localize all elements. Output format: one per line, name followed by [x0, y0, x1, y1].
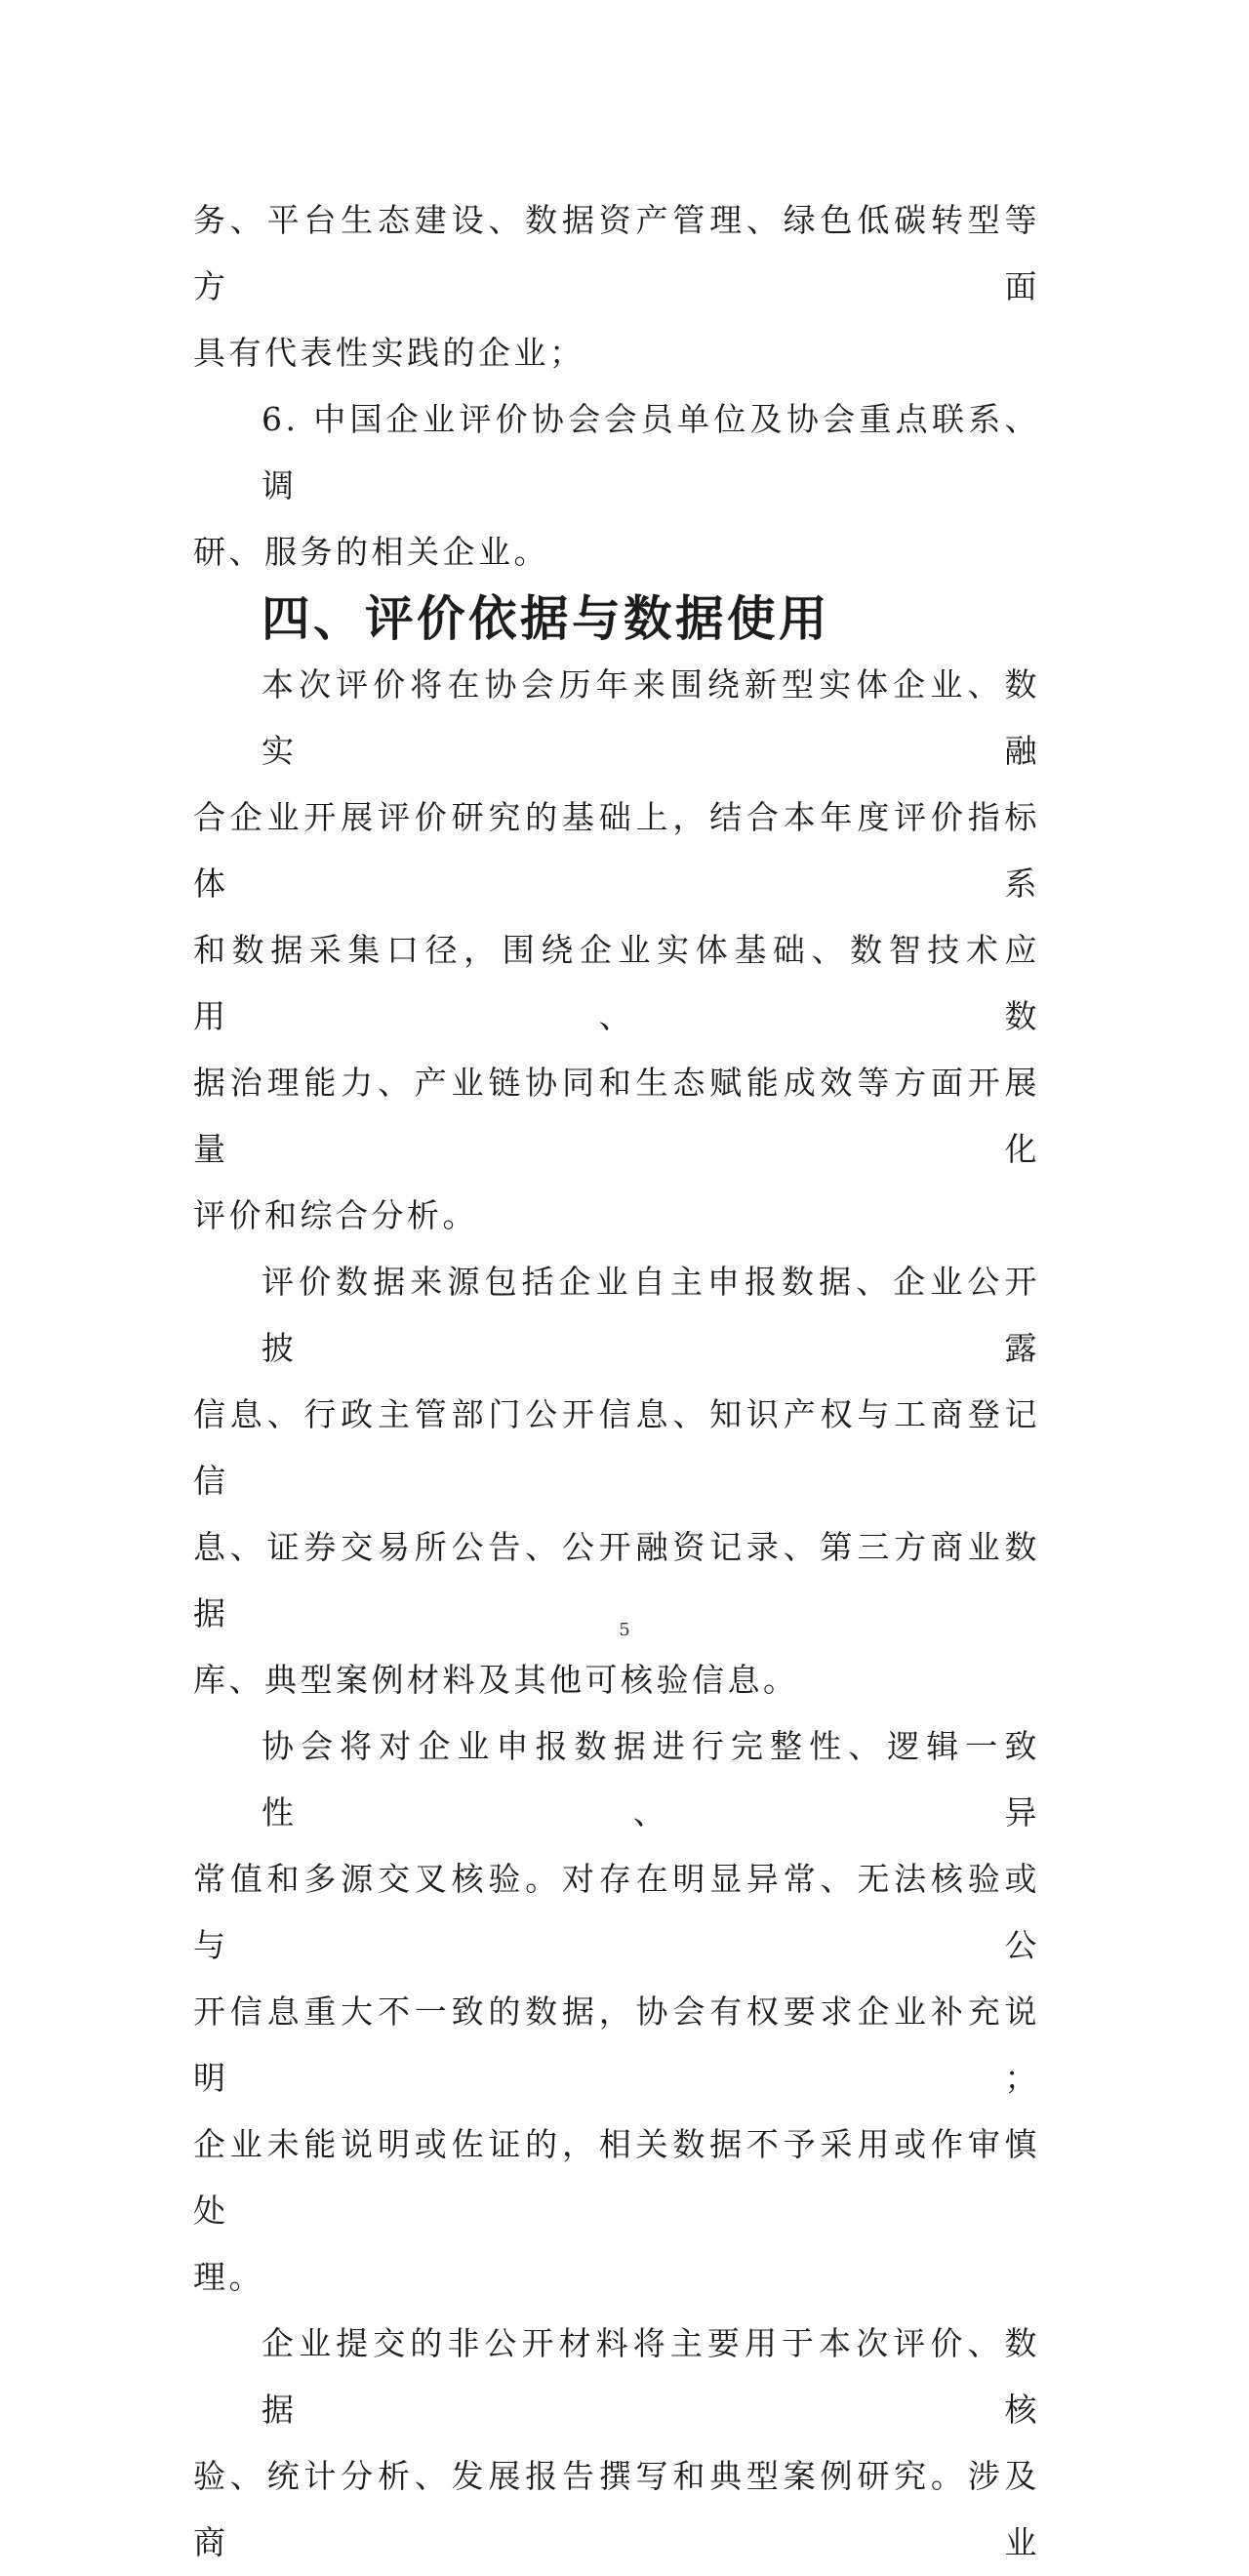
- paragraph-list-item-6: [193, 386, 1040, 585]
- section-heading: 四、评价依据与数据使用: [262, 590, 830, 647]
- text-line: 务、平台生态建设、数据资产管理、绿色低碳转型等方面: [193, 201, 1040, 305]
- text-line: 企业未能说明或佐证的，相关数据不予采用或作审慎处: [193, 2125, 1040, 2230]
- text-line: 6. 中国企业评价协会会员单位及协会重点联系、调: [262, 400, 1040, 504]
- text-line: 企业提交的非公开材料将主要用于本次评价、数据核: [262, 2324, 1040, 2429]
- text-line: 息、证券交易所公告、公开融资记录、第三方商业数据: [193, 1528, 1040, 1632]
- text-line: 研、服务的相关企业。: [193, 533, 549, 571]
- text-line: 开信息重大不一致的数据，协会有权要求企业补充说明；: [193, 1992, 1040, 2097]
- paragraph-material-usage: [193, 2311, 1040, 2576]
- text-line: 协会将对企业申报数据进行完整性、逻辑一致性、异: [262, 1727, 1040, 1831]
- text-line: 理。: [193, 2258, 264, 2296]
- paragraph-continuation: [193, 187, 1040, 386]
- text-line: 和数据采集口径，围绕企业实体基础、数智技术应用、数: [193, 931, 1040, 1035]
- text-line: 具有代表性实践的企业；: [193, 334, 585, 372]
- paragraph-data-sources: [193, 1249, 1040, 1713]
- text-line: 评价和综合分析。: [193, 1196, 478, 1234]
- text-line: 信息、行政主管部门公开信息、知识产权与工商登记信: [193, 1395, 1040, 1500]
- text-line: 验、统计分析、发展报告撰写和典型案例研究。涉及商业: [193, 2457, 1040, 2561]
- text-line: 合企业开展评价研究的基础上，结合本年度评价指标体系: [193, 798, 1040, 903]
- text-line: 常值和多源交叉核验。对存在明显异常、无法核验或与公: [193, 1860, 1040, 1964]
- text-line: 库、典型案例材料及其他可核验信息。: [193, 1661, 799, 1699]
- paragraph-data-verification: [193, 1713, 1040, 2311]
- document-body: [193, 187, 1040, 2576]
- page-number: 5: [619, 1620, 630, 1640]
- text-line: 评价数据来源包括企业自主申报数据、企业公开披露: [262, 1263, 1040, 1367]
- paragraph-evaluation-basis: [193, 652, 1040, 1249]
- text-line: 据治理能力、产业链协同和生态赋能成效等方面开展量化: [193, 1064, 1040, 1168]
- text-line: 本次评价将在协会历年来围绕新型实体企业、数实融: [262, 665, 1040, 770]
